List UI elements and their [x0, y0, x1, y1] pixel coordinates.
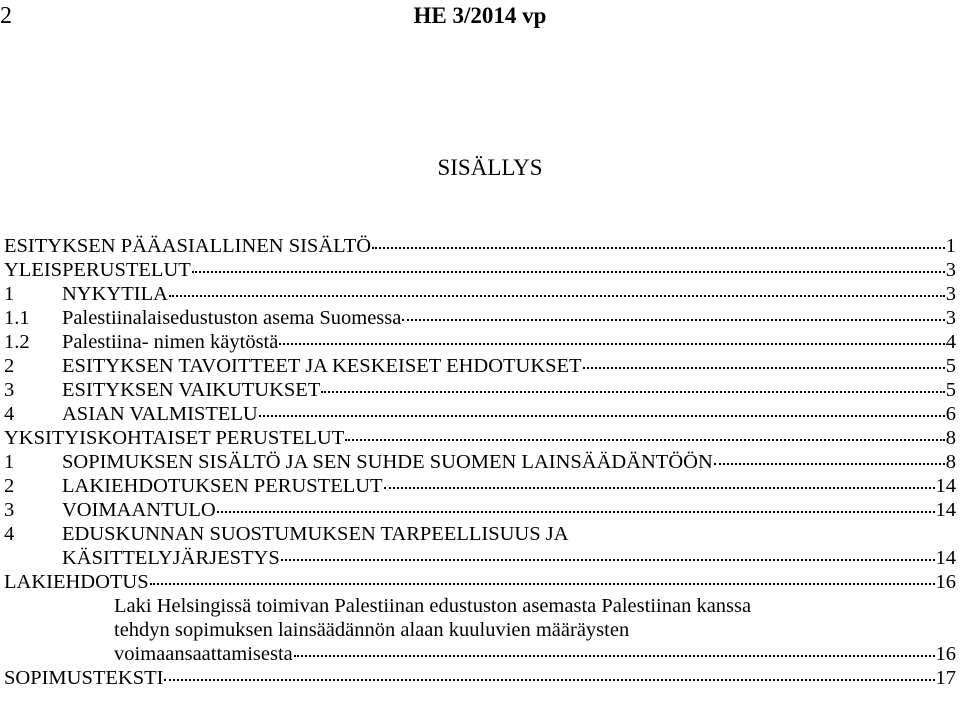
dot-leader — [345, 438, 945, 441]
toc-entry[interactable] — [4, 354, 956, 378]
toc-entry-title: SOPIMUSTEKSTI — [4, 667, 164, 689]
toc-entry[interactable] — [4, 234, 956, 258]
dot-leader — [150, 582, 935, 585]
toc-heading: SISÄLLYS — [437, 155, 543, 180]
dot-leader — [217, 510, 935, 513]
toc-entry-number: 2 — [4, 475, 15, 497]
toc-entry-title: ESITYKSEN PÄÄASIALLINEN SISÄLTÖ — [4, 235, 372, 257]
toc-entry-number: 1.2 — [4, 331, 30, 353]
toc-entry[interactable] — [4, 522, 956, 546]
toc-entry[interactable] — [4, 498, 956, 522]
dot-leader — [279, 342, 944, 345]
toc-entry-number: 4 — [4, 403, 15, 425]
dot-leader — [583, 366, 945, 369]
toc-entry-page: 14 — [935, 547, 956, 569]
toc-entry-page: 3 — [945, 259, 956, 281]
toc-entry-page: 16 — [935, 643, 956, 665]
toc-entry-number: 1.1 — [4, 307, 30, 329]
toc-entry-number: 4 — [4, 523, 15, 545]
toc-entry-title: voimaansaattamisesta — [114, 643, 293, 665]
toc-entry-title: YKSITYISKOHTAISET PERUSTELUT — [4, 427, 345, 449]
dot-leader — [384, 486, 935, 489]
toc-entry-title: SOPIMUKSEN SISÄLTÖ JA SEN SUHDE SUOMEN LAINSÄÄDÄNTÖÖN — [62, 451, 713, 473]
dot-leader — [321, 390, 944, 393]
toc-entry-page: 3 — [945, 283, 956, 305]
toc-entry-title: KÄSITTELYJÄRJESTYS — [62, 547, 280, 569]
toc-entry-title: VOIMAANTULO — [62, 499, 216, 521]
toc-entry-page: 14 — [935, 499, 956, 521]
toc-entry-page: 5 — [945, 379, 956, 401]
toc-entry[interactable] — [4, 258, 956, 282]
toc-entry-title-line: Laki Helsingissä toimivan Palestiinan edustuston asemasta Palestiinan kanssa — [114, 595, 752, 617]
toc-entry[interactable] — [4, 282, 956, 306]
toc-entry-number: 3 — [4, 499, 15, 521]
toc-entry[interactable] — [4, 450, 956, 474]
toc-entry[interactable] — [4, 402, 956, 426]
running-head: HE 3/2014 vp — [413, 3, 547, 28]
toc-entry-page: 16 — [935, 571, 956, 593]
toc-entry-title: YLEISPERUSTELUT — [4, 259, 191, 281]
toc-entry[interactable] — [4, 426, 956, 450]
toc-entry-page: 5 — [945, 355, 956, 377]
dot-leader — [192, 270, 945, 273]
toc-entry-title: ESITYKSEN TAVOITTEET JA KESKEISET EHDOTUKSET — [62, 355, 582, 377]
toc-entry-title: NYKYTILA — [62, 283, 168, 305]
toc-entry-number: 3 — [4, 379, 15, 401]
dot-leader — [259, 414, 945, 417]
toc-entry-title: ASIAN VALMISTELU — [62, 403, 258, 425]
toc-entry-continuation[interactable] — [4, 546, 956, 570]
dot-leader — [281, 558, 935, 561]
toc-entry[interactable] — [4, 642, 956, 666]
toc-entry[interactable] — [4, 474, 956, 498]
toc-entry-title: Palestiina- nimen käytöstä — [62, 331, 279, 353]
toc-entry-page: 8 — [945, 451, 956, 473]
dot-leader — [164, 678, 934, 681]
toc-entry-page: 17 — [935, 667, 956, 689]
toc-entry-page: 6 — [945, 403, 956, 425]
dot-leader — [372, 246, 945, 249]
page-number: 2 — [0, 3, 12, 29]
toc-entry-title: LAKIEHDOTUS — [4, 571, 149, 593]
toc-entry-page: 4 — [945, 331, 956, 353]
toc-entry-page: 1 — [945, 235, 956, 257]
dot-leader — [169, 294, 945, 297]
table-of-contents — [4, 234, 956, 690]
toc-entry-page: 8 — [945, 427, 956, 449]
toc-entry[interactable] — [4, 666, 956, 690]
toc-entry-title-line: tehdyn sopimuksen lainsäädännön alaan kuuluvien määräysten — [114, 619, 630, 641]
toc-entry-title: EDUSKUNNAN SUOSTUMUKSEN TARPEELLISUUS JA — [62, 523, 569, 545]
dot-leader — [714, 462, 945, 465]
toc-entry-title: ESITYKSEN VAIKUTUKSET — [62, 379, 321, 401]
dot-leader — [294, 654, 935, 657]
toc-entry-page: 14 — [935, 475, 956, 497]
toc-entry[interactable] — [4, 378, 956, 402]
toc-entry-title: LAKIEHDOTUKSEN PERUSTELUT — [62, 475, 383, 497]
toc-entry-number: 2 — [4, 355, 15, 377]
toc-entry[interactable] — [4, 330, 956, 354]
toc-entry-number: 1 — [4, 451, 15, 473]
toc-entry[interactable] — [4, 306, 956, 330]
toc-entry-number: 1 — [4, 283, 15, 305]
dot-leader — [402, 318, 944, 321]
toc-entry-title: Palestiinalaisedustuston asema Suomessa — [62, 307, 402, 329]
toc-entry-page: 3 — [945, 307, 956, 329]
toc-entry[interactable] — [4, 570, 956, 594]
